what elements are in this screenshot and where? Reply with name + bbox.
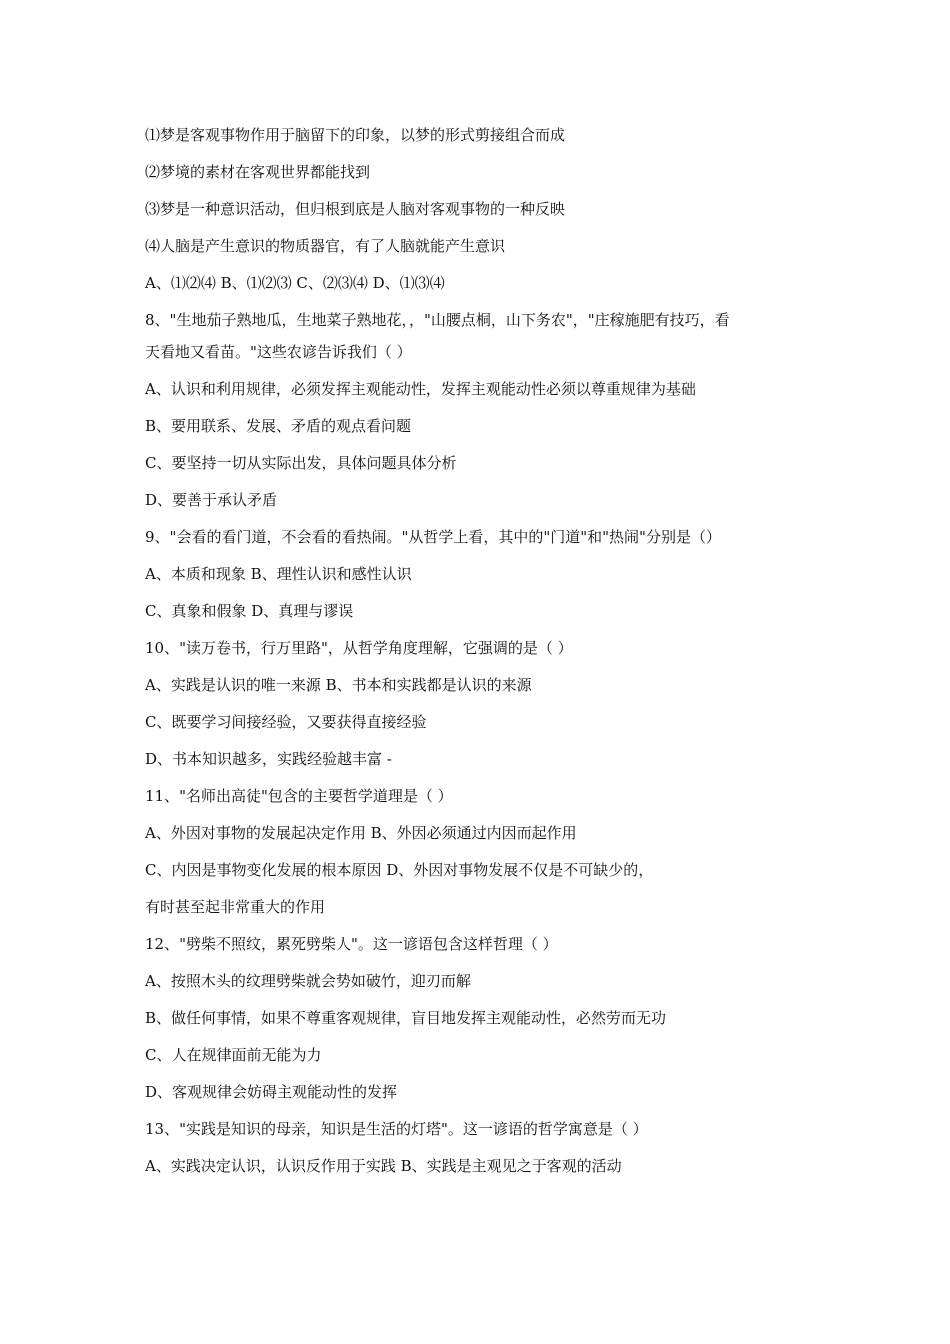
question-10-choice-c: C、既要学习间接经验，又要获得直接经验 — [145, 713, 427, 731]
question-11-choice-d-continued: 有时甚至起非常重大的作用 — [145, 898, 326, 916]
question-8-stem-continued: 天看地又看苗。"这些农谚告诉我们（ ） — [145, 343, 412, 361]
question-10-choice-d: D、书本知识越多，实践经验越丰富 - — [145, 750, 392, 768]
question-10-stem: 10、"读万卷书，行万里路"，从哲学角度理解，它强调的是（ ） — [145, 639, 573, 657]
option-statement-1: ⑴梦是客观事物作用于脑留下的印象，以梦的形式剪接组合而成 — [145, 126, 566, 144]
question-11-choices-ab: A、外因对事物的发展起决定作用 B、外因必须通过内因而起作用 — [145, 824, 577, 842]
option-statement-4: ⑷人脑是产生意识的物质器官，有了人脑就能产生意识 — [145, 237, 506, 255]
question-12-choice-d: D、客观规律会妨碍主观能动性的发挥 — [145, 1083, 398, 1101]
question-10-choices-ab: A、实践是认识的唯一来源 B、书本和实践都是认识的来源 — [145, 676, 532, 694]
question-9-stem: 9、"会看的看门道，不会看的看热闹。"从哲学上看，其中的"门道"和"热闹"分别是（） — [145, 528, 721, 546]
question-12-choice-c: C、人在规律面前无能为力 — [145, 1046, 322, 1064]
question-9-choices-ab: A、本质和现象 B、理性认识和感性认识 — [145, 565, 412, 583]
option-statement-2: ⑵梦境的素材在客观世界都能找到 — [145, 163, 371, 181]
question-12-choice-a: A、按照木头的纹理劈柴就会势如破竹，迎刃而解 — [145, 972, 471, 990]
question-13-stem: 13、"实践是知识的母亲，知识是生活的灯塔"。这一谚语的哲学寓意是（ ） — [145, 1120, 648, 1138]
question-8-choice-c: C、要坚持一切从实际出发，具体问题具体分析 — [145, 454, 457, 472]
question-7-choices: A、⑴⑵⑷ B、⑴⑵⑶ C、⑵⑶⑷ D、⑴⑶⑷ — [145, 274, 445, 292]
question-8-choice-a: A、认识和利用规律，必须发挥主观能动性，发挥主观能动性必须以尊重规律为基础 — [145, 380, 696, 398]
question-13-choices-ab: A、实践决定认识，认识反作用于实践 B、实践是主观见之于客观的活动 — [145, 1157, 622, 1175]
question-9-choices-cd: C、真象和假象 D、真理与谬误 — [145, 602, 354, 620]
question-8-choice-b: B、要用联系、发展、矛盾的观点看问题 — [145, 417, 412, 435]
question-11-stem: 11、"名师出高徒"包含的主要哲学道理是（ ） — [145, 787, 453, 805]
question-11-choices-cd: C、内因是事物变化发展的根本原因 D、外因对事物发展不仅是不可缺少的， — [145, 861, 654, 879]
question-8-choice-d: D、要善于承认矛盾 — [145, 491, 278, 509]
question-8-stem: 8、"生地茄子熟地瓜，生地菜子熟地花，，"山腰点桐，山下务农"，"庄稼施肥有技巧，看 — [145, 311, 730, 329]
question-12-choice-b: B、做任何事情，如果不尊重客观规律，盲目地发挥主观能动性，必然劳而无功 — [145, 1009, 667, 1027]
question-text-block — [145, 124, 825, 1192]
question-12-stem: 12、"劈柴不照纹，累死劈柴人"。这一谚语包含这样哲理（ ） — [145, 935, 558, 953]
option-statement-3: ⑶梦是一种意识活动，但归根到底是人脑对客观事物的一种反映 — [145, 200, 566, 218]
